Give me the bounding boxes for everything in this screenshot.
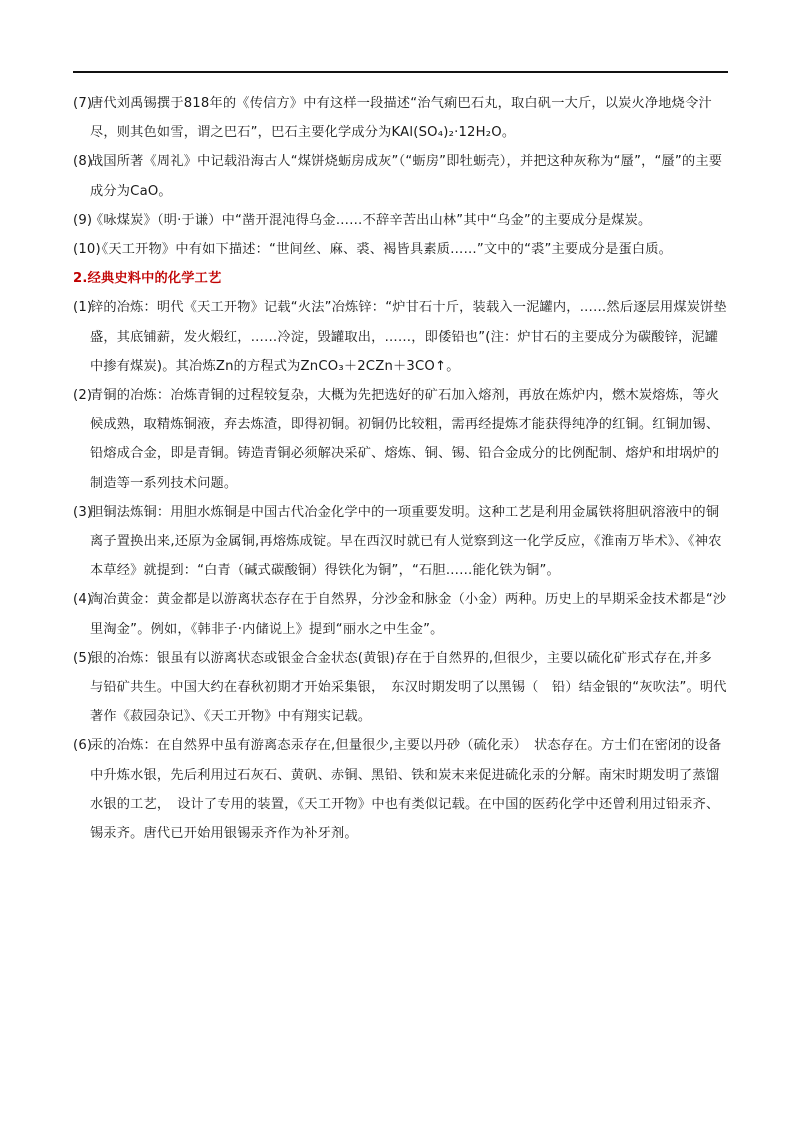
item-number: (6) — [73, 738, 93, 754]
item-text: 《咏煤炭》（明·于谦）中“凿开混沌得乌金……不辞辛苦出山林”其中“乌金”的主要成分是煤炭。 — [90, 212, 652, 228]
list-item — [73, 644, 753, 732]
list-item — [73, 235, 729, 264]
list-item — [73, 89, 729, 147]
item-text: 锌的冶炼：明代《天工开物》记载“火法”冶炼锌：“炉甘石十斤，装载入一泥罐内，……然后逐层用煤炭饼垫盛，其底铺薪，发火煅红，……冷淀，毁罐取出，……，即倭铅也”(注：炉甘石的主要成分为碳酸锌，泥罐中掺有煤炭)。其冶炼Zn的方程式为ZnCO₃＋2CZn＋3CO↑。 — [90, 300, 727, 374]
item-number: (8) — [73, 154, 93, 170]
item-number: (7) — [73, 96, 93, 111]
document-body — [73, 89, 753, 848]
item-text: 《天工开物》中有如下描述：“世间丝、麻、裘、褐皆具素质……”文中的“裘”主要成分是蛋白质。 — [95, 242, 673, 258]
item-number: (2) — [73, 388, 93, 404]
item-number: (1) — [73, 300, 93, 316]
list-item — [73, 498, 729, 586]
item-number: (9) — [73, 212, 93, 228]
item-number: (10) — [73, 242, 101, 258]
item-number: (5) — [73, 650, 93, 666]
list-item — [73, 585, 729, 643]
list-item — [73, 293, 729, 381]
item-number: (4) — [73, 592, 93, 608]
list-item — [73, 731, 729, 848]
item-text: 汞的冶炼：在自然界中虽有游离态汞存在,但量很少,主要以丹砂（硫化汞） 状态存在。方士们在密闭的设备中升炼水银，先后利用过石灰石、黄矾、赤铜、黑铅、铁和炭末来促进硫化汞的分解。南宋时期发明了蒸馏水银的工艺， 设计了专用的装置，《天工开物》中也有类似记载。在中国的医药化学中还曾利用过铅汞齐、锡汞齐。唐代已开始用银锡汞齐作为补牙剂。 — [90, 738, 722, 842]
item-text: 胆铜法炼铜：用胆水炼铜是中国古代冶金化学中的一项重要发明。这种工艺是利用金属铁将胆矾溶液中的铜离子置换出来,还原为金属铜,再熔炼成锭。早在西汉时就已有人觉察到这一化学反应，《淮南万毕术》、《神农本草经》就提到：“白青（碱式碳酸铜）得铁化为铜”，“石胆……能化铁为铜”。 — [90, 504, 722, 579]
item-number: (3) — [73, 504, 93, 520]
header-rule — [73, 71, 728, 73]
item-text: 唐代刘禹锡撰于818年的《传信方》中有这样一段描述“治气痢巴石丸，取白矾一大斤，以炭火净地烧令汁尽，则其色如雪，谓之巴石”，巴石主要化学成分为KAl(SO₄)₂·12H₂O。 — [90, 96, 712, 141]
item-text: 淘冶黄金：黄金都是以游离状态存在于自然界，分沙金和脉金（小金）两种。历史上的早期采金技术都是“沙里淘金”。例如，《韩非子·内储说上》提到“丽水之中生金”。 — [90, 592, 727, 637]
item-text: 青铜的冶炼：冶炼青铜的过程较复杂，大概为先把选好的矿石加入熔剂，再放在炼炉内，燃木炭熔炼，等火候成熟，取精炼铜液，弃去炼渣，即得初铜。初铜仍比较粗，需再经提炼才能获得纯净的红铜。红铜加锡、铅熔成合金，即是青铜。铸造青铜必须解决采矿、熔炼、铜、锡、铅合金成分的比例配制、熔炉和坩埚炉的制造等一系列技术问题。 — [90, 388, 720, 491]
list-item — [73, 381, 729, 498]
list-item — [73, 147, 729, 205]
list-item — [73, 206, 729, 235]
item-text: 银的冶炼：银虽有以游离状态或银金合金状态(黄银)存在于自然界的,但很少，主要以硫化矿形式存在,并多 与铅矿共生。中国大约在春秋初期才开始采集银， 东汉时期发明了以黑锡（ 铅）结金银的“灰吹法”。明代著作《菽园杂记》、《天工开物》中有翔实记载。 — [90, 650, 753, 725]
item-text: 战国所著《周礼》中记载沿海古人“煤饼烧蛎房成灰”（“蛎房”即牡蛎壳），并把这种灰称为“蜃”，“蜃”的主要成分为CaO。 — [90, 154, 723, 199]
section-heading: 2.经典史料中的化学工艺 — [73, 271, 222, 287]
